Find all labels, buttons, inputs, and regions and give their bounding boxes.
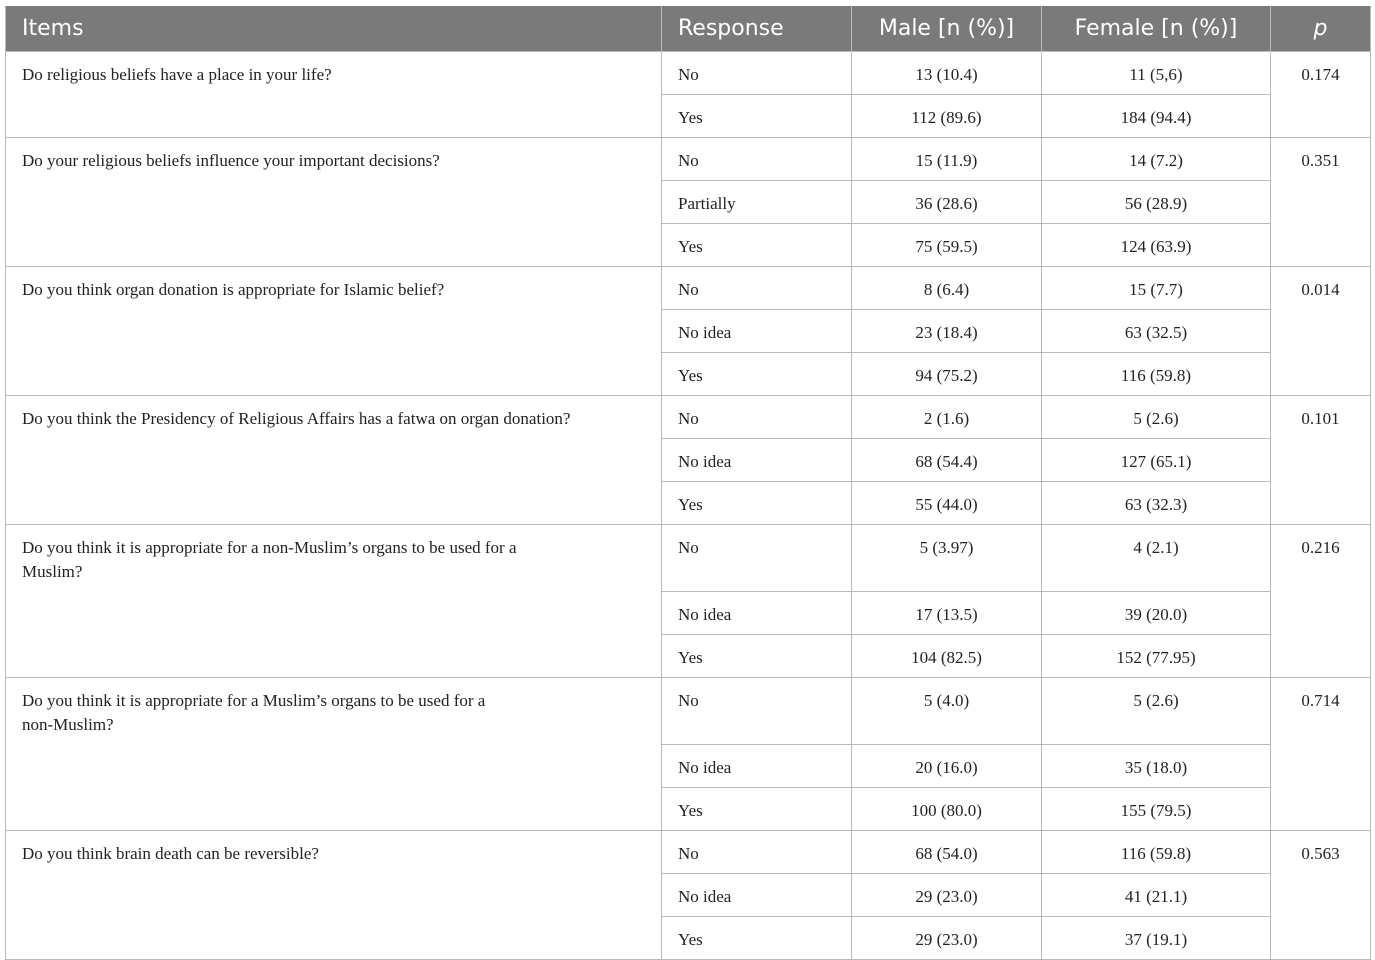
male-cell: 29 (23.0) <box>852 917 1042 960</box>
female-cell: 56 (28.9) <box>1042 181 1271 224</box>
question-cell <box>6 831 662 960</box>
response-cell: No <box>662 52 852 95</box>
header-items: Items <box>6 6 662 52</box>
female-cell: 63 (32.5) <box>1042 310 1271 353</box>
female-cell: 5 (2.6) <box>1042 396 1271 439</box>
female-cell: 63 (32.3) <box>1042 482 1271 525</box>
question-cell <box>6 396 662 525</box>
male-cell: 15 (11.9) <box>852 138 1042 181</box>
male-cell: 36 (28.6) <box>852 181 1042 224</box>
female-cell: 116 (59.8) <box>1042 353 1271 396</box>
response-cell: Yes <box>662 353 852 396</box>
p-value-cell: 0.563 <box>1271 831 1371 960</box>
table-row <box>6 267 1371 310</box>
p-value-cell: 0.101 <box>1271 396 1371 525</box>
response-cell: No <box>662 267 852 310</box>
male-cell: 104 (82.5) <box>852 635 1042 678</box>
female-cell: 155 (79.5) <box>1042 788 1271 831</box>
question-cell <box>6 267 662 396</box>
male-cell: 94 (75.2) <box>852 353 1042 396</box>
response-cell: Partially <box>662 181 852 224</box>
response-cell: No <box>662 396 852 439</box>
p-value-cell: 0.714 <box>1271 678 1371 831</box>
response-cell: No <box>662 138 852 181</box>
response-cell: No idea <box>662 745 852 788</box>
p-value-cell: 0.351 <box>1271 138 1371 267</box>
header-male: Male [n (%)] <box>852 6 1042 52</box>
header-female: Female [n (%)] <box>1042 6 1271 52</box>
response-cell: Yes <box>662 224 852 267</box>
question-text: Do you think the Presidency of Religious Affairs has a fatwa on organ donation? <box>22 409 571 428</box>
header-response: Response <box>662 6 852 52</box>
female-cell: 14 (7.2) <box>1042 138 1271 181</box>
question-text: Do religious beliefs have a place in your life? <box>22 65 332 84</box>
question-text: Do you think organ donation is appropriate for Islamic belief? <box>22 280 445 299</box>
male-cell: 13 (10.4) <box>852 52 1042 95</box>
response-cell: Yes <box>662 788 852 831</box>
male-cell: 68 (54.4) <box>852 439 1042 482</box>
p-value-cell: 0.014 <box>1271 267 1371 396</box>
question-cell <box>6 52 662 138</box>
question-text: Do you think brain death can be reversible? <box>22 844 319 863</box>
female-cell: 11 (5,6) <box>1042 52 1271 95</box>
female-cell: 124 (63.9) <box>1042 224 1271 267</box>
female-cell: 184 (94.4) <box>1042 95 1271 138</box>
table-row <box>6 52 1371 95</box>
header-p: p <box>1271 6 1371 52</box>
question-text: Do you think it is appropriate for a non-Muslim’s organs to be used for a Muslim? <box>22 538 517 581</box>
male-cell: 20 (16.0) <box>852 745 1042 788</box>
male-cell: 68 (54.0) <box>852 831 1042 874</box>
response-cell: No <box>662 678 852 745</box>
female-cell: 116 (59.8) <box>1042 831 1271 874</box>
response-cell: Yes <box>662 635 852 678</box>
survey-table <box>5 6 1371 960</box>
response-cell: No idea <box>662 439 852 482</box>
question-cell <box>6 138 662 267</box>
response-cell: No <box>662 831 852 874</box>
female-cell: 5 (2.6) <box>1042 678 1271 745</box>
male-cell: 29 (23.0) <box>852 874 1042 917</box>
question-text: Do you think it is appropriate for a Muslim’s organs to be used for a non-Muslim? <box>22 691 486 734</box>
male-cell: 2 (1.6) <box>852 396 1042 439</box>
table-row <box>6 831 1371 874</box>
response-cell: No idea <box>662 592 852 635</box>
p-value-cell: 0.174 <box>1271 52 1371 138</box>
table-row <box>6 396 1371 439</box>
male-cell: 5 (4.0) <box>852 678 1042 745</box>
male-cell: 112 (89.6) <box>852 95 1042 138</box>
p-value-cell: 0.216 <box>1271 525 1371 678</box>
male-cell: 100 (80.0) <box>852 788 1042 831</box>
question-cell <box>6 678 662 831</box>
table-row <box>6 525 1371 592</box>
male-cell: 75 (59.5) <box>852 224 1042 267</box>
female-cell: 4 (2.1) <box>1042 525 1271 592</box>
response-cell: Yes <box>662 95 852 138</box>
response-cell: No <box>662 525 852 592</box>
male-cell: 5 (3.97) <box>852 525 1042 592</box>
response-cell: Yes <box>662 482 852 525</box>
male-cell: 23 (18.4) <box>852 310 1042 353</box>
table-row <box>6 678 1371 745</box>
female-cell: 35 (18.0) <box>1042 745 1271 788</box>
response-cell: Yes <box>662 917 852 960</box>
question-cell <box>6 525 662 678</box>
female-cell: 39 (20.0) <box>1042 592 1271 635</box>
header-row <box>6 6 1371 52</box>
male-cell: 55 (44.0) <box>852 482 1042 525</box>
female-cell: 41 (21.1) <box>1042 874 1271 917</box>
table-row <box>6 138 1371 181</box>
response-cell: No idea <box>662 874 852 917</box>
female-cell: 37 (19.1) <box>1042 917 1271 960</box>
female-cell: 15 (7.7) <box>1042 267 1271 310</box>
question-text: Do your religious beliefs influence your important decisions? <box>22 151 440 170</box>
male-cell: 8 (6.4) <box>852 267 1042 310</box>
female-cell: 152 (77.95) <box>1042 635 1271 678</box>
response-cell: No idea <box>662 310 852 353</box>
male-cell: 17 (13.5) <box>852 592 1042 635</box>
female-cell: 127 (65.1) <box>1042 439 1271 482</box>
